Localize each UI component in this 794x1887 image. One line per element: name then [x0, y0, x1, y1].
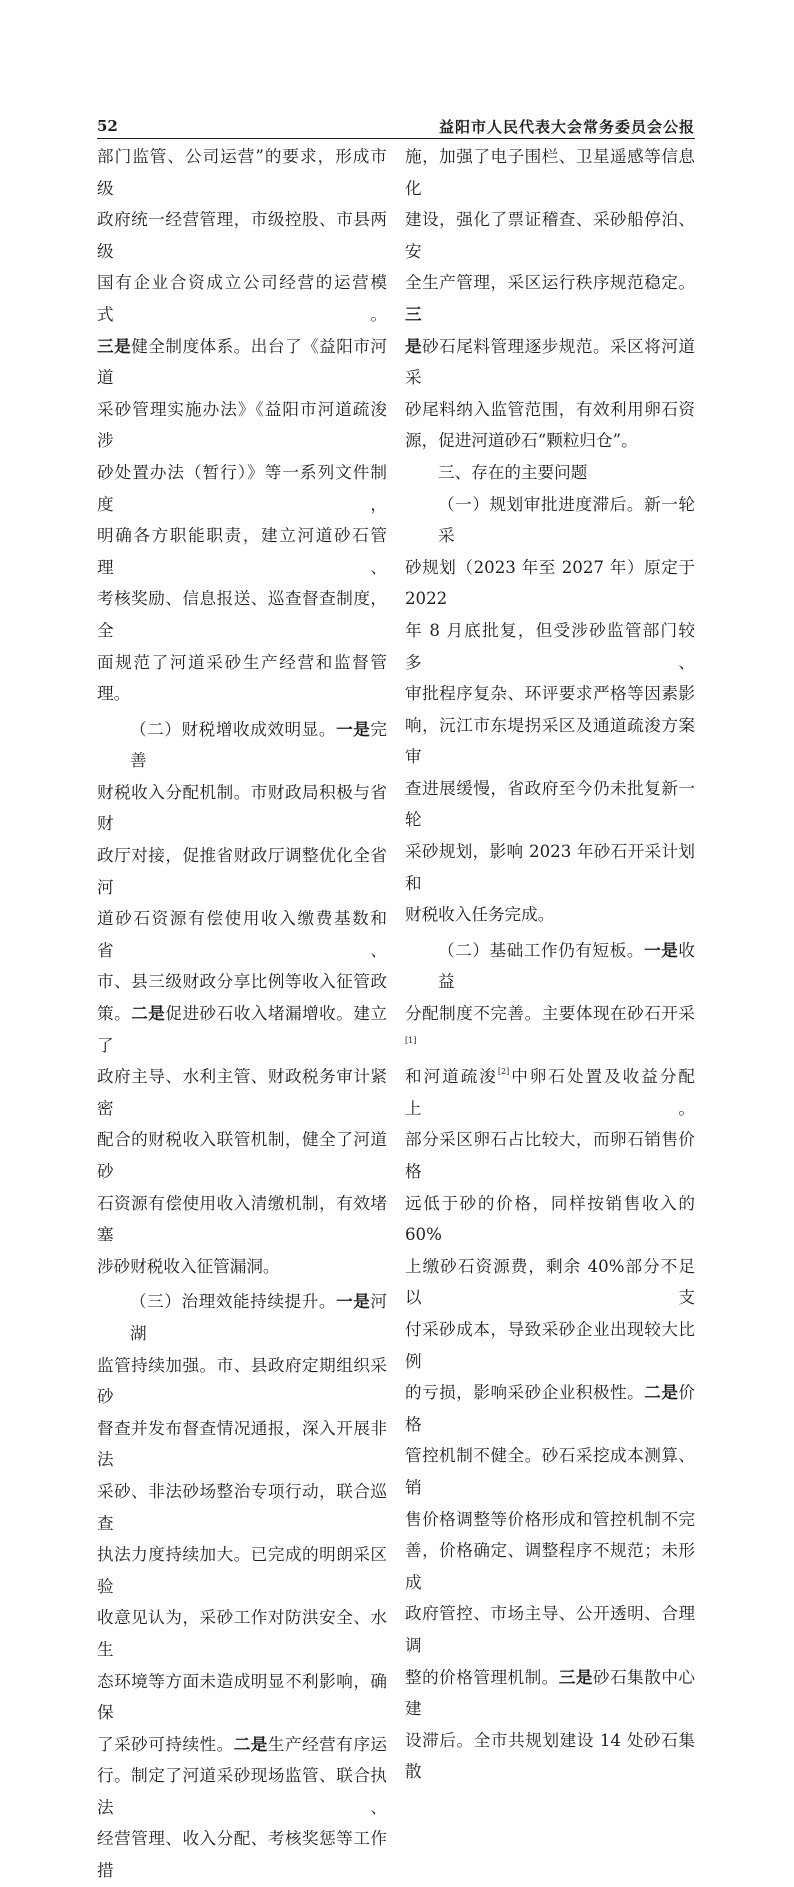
text-line: 付采砂成本，导致采砂企业出现较大比例 — [405, 1319, 695, 1371]
text-line: 面规范了河道采砂生产经营和监督管理。 — [97, 652, 387, 704]
text-line: 源，促进河道砂石“颗粒归仓”。 — [405, 431, 638, 451]
text-line: 售价格调整等价格形成和管控机制不完 — [405, 1509, 695, 1529]
text-line: 了采砂可持续性。二是生产经营有序运 — [97, 1734, 388, 1754]
text-line: 政府管控、市场主导、公开透明、合理调 — [405, 1604, 695, 1655]
text-line: 国有企业合资成立公司经营的运营模式。 — [97, 273, 387, 324]
text-line: 财税收入分配机制。市财政局积极与省财 — [97, 782, 387, 834]
bold-marker: 一是 — [336, 719, 371, 739]
text-line: （二）基础工作仍有短板。一是收益 — [438, 940, 695, 992]
bold-marker: 三是 — [558, 1667, 593, 1687]
text-line: 砂处置办法（暂行）》等一系列文件制度， — [97, 462, 387, 514]
text-line: 设滞后。全市共规划建设 14 处砂石集散 — [405, 1730, 695, 1782]
text-line: 部门监管、公司运营”的要求，形成市级 — [97, 147, 387, 198]
bold-marker: 二是 — [233, 1734, 268, 1754]
text-line: 行。制定了河道采砂现场监管、联合执法、 — [97, 1766, 387, 1817]
bold-marker: 二是 — [644, 1383, 679, 1403]
text-line: 部分采区卵石占比较大，而卵石销售价格 — [405, 1130, 695, 1181]
text-line: 监管持续加强。市、县政府定期组织采砂 — [97, 1355, 387, 1407]
text-line: 执法力度持续加大。已完成的明朗采区验 — [97, 1545, 387, 1596]
text-line: 审批程序复杂、环评要求严格等因素影 — [405, 684, 695, 704]
text-line: 和河道疏浚[2]中卵石处置及收益分配上。 — [405, 1067, 696, 1118]
text-line: 善，价格确定、调整程序不规范；未形成 — [405, 1541, 695, 1592]
text-line: 市、县三级财政分享比例等收入征管政 — [97, 972, 387, 992]
bold-marker: 三 — [405, 304, 422, 324]
text-line: 采砂规划，影响 2023 年砂石开采计划和 — [405, 842, 695, 893]
text-line: 采砂管理实施办法》《益阳市河道疏浚涉 — [97, 399, 387, 451]
text-line: 砂规划（2023 年至 2027 年）原定于 2022 — [405, 557, 695, 609]
right-column — [405, 141, 695, 1788]
page-header — [97, 115, 695, 137]
text-line: 涉砂财税收入征管漏洞。 — [97, 1256, 280, 1276]
text-line: 配合的财税收入联管机制，健全了河道砂 — [97, 1130, 387, 1181]
text-line: 响，沅江市东堤拐采区及通道疏浚方案审 — [405, 715, 695, 767]
bold-marker: 一是 — [336, 1292, 371, 1312]
text-line: 的亏损，影响采砂企业积极性。二是价格 — [405, 1383, 696, 1434]
subsection-heading: （一）规划审批进度滞后。 — [438, 494, 645, 514]
text-line: 施，加强了电子围栏、卫星遥感等信息化 — [405, 147, 695, 198]
text-line: 态环境等方面未造成明显不利影响，确保 — [97, 1671, 387, 1723]
text-line: 财税收入任务完成。 — [405, 905, 555, 925]
text-line: 政府统一经营管理，市级控股、市县两级 — [97, 210, 387, 261]
text-line: 是砂石尾料管理逐步规范。采区将河道采 — [405, 336, 696, 388]
bold-marker: 一是 — [644, 940, 679, 960]
text-line: 建设，强化了票证稽查、采砂船停泊、安 — [405, 210, 695, 261]
subsection-heading: （二）财税增收成效明显。 — [130, 719, 337, 739]
text-line: （二）财税增收成效明显。一是完善 — [130, 719, 387, 771]
text-line: 石资源有偿使用收入清缴机制，有效堵塞 — [97, 1193, 387, 1245]
text-line: （一）规划审批进度滞后。新一轮采 — [438, 494, 695, 546]
text-line: 上缴砂石资源费，剩余 40%部分不足以支 — [405, 1256, 695, 1308]
left-column — [97, 141, 387, 1887]
text-line: 砂尾料纳入监管范围，有效利用卵石资 — [405, 399, 695, 419]
text-line: 远低于砂的价格，同样按销售收入的 60% — [405, 1193, 695, 1245]
text-line: 整的价格管理机制。三是砂石集散中心建 — [405, 1667, 696, 1719]
text-line: 三是健全制度体系。出台了《益阳市河道 — [97, 336, 388, 388]
journal-title: 益阳市人民代表大会常务委员会公报 — [438, 118, 695, 136]
text-line: 督查并发布督查情况通报，深入开展非法 — [97, 1418, 387, 1470]
page-number: 52 — [97, 117, 118, 135]
text-line: 道砂石资源有偿使用收入缴费基数和省、 — [97, 909, 387, 960]
text-line: 采砂、非法砂场整治专项行动，联合巡查 — [97, 1481, 387, 1533]
text-line: 分配制度不完善。主要体现在砂石开采[1] — [405, 1004, 695, 1045]
text-line: 策。二是促进砂石收入堵漏增收。建立了 — [97, 1004, 388, 1055]
text-line: 收意见认为，采砂工作对防洪安全、水生 — [97, 1608, 387, 1659]
text-line: 查进展缓慢，省政府至今仍未批复新一轮 — [405, 778, 695, 830]
text-line: 政厅对接，促推省财政厅调整优化全省河 — [97, 846, 387, 897]
footnote-ref: [2] — [497, 1067, 510, 1077]
subsection-heading: （二）基础工作仍有短板。 — [438, 940, 645, 960]
bold-marker: 是 — [405, 336, 423, 356]
header-rule — [97, 138, 695, 139]
section-heading: 三、存在的主要问题 — [438, 462, 588, 482]
text-line: （三）治理效能持续提升。一是河湖 — [130, 1292, 387, 1343]
bold-marker: 二是 — [131, 1004, 166, 1024]
bold-marker: 三是 — [97, 336, 132, 356]
footnote-ref: [1] — [405, 1035, 417, 1045]
text-line: 全生产管理，采区运行秩序规范稳定。三 — [405, 273, 695, 324]
subsection-heading: （三）治理效能持续提升。 — [130, 1292, 337, 1312]
text-line: 明确各方职能职责，建立河道砂石管理、 — [97, 526, 387, 577]
text-line: 管控机制不健全。砂石采挖成本测算、销 — [405, 1446, 695, 1497]
text-line: 年 8 月底批复，但受涉砂监管部门较多、 — [405, 620, 695, 672]
text-line: 考核奖励、信息报送、巡查督查制度，全 — [97, 589, 387, 640]
text-line: 经营管理、收入分配、考核奖惩等工作措 — [97, 1829, 387, 1881]
text-line: 政府主导、水利主管、财政税务审计紧密 — [97, 1067, 387, 1118]
